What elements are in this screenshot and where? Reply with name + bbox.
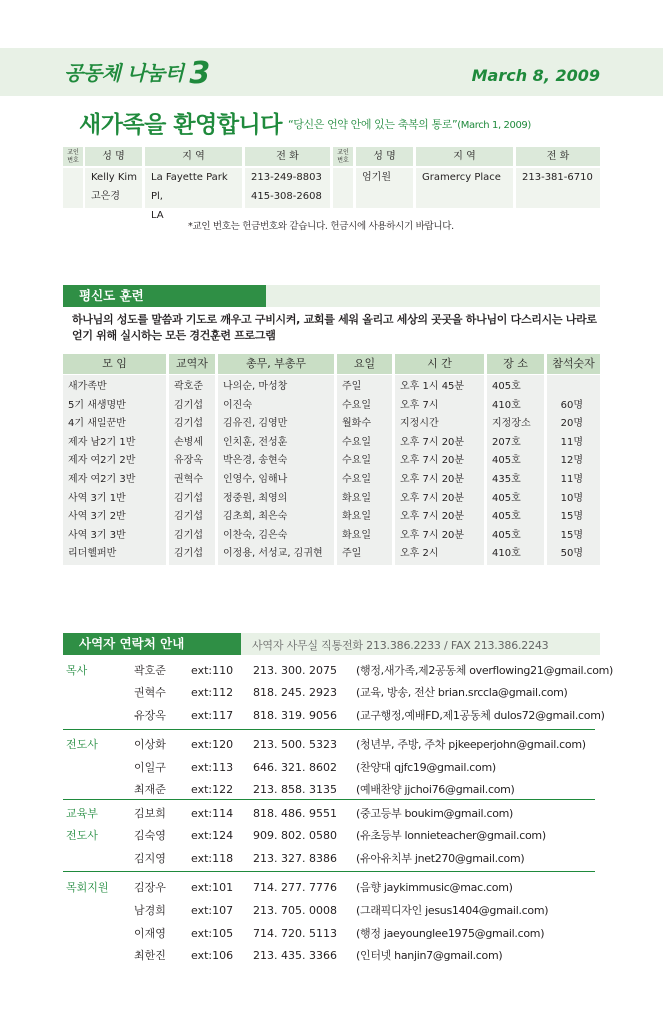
contact-phone: 714. 277. 7776 [253, 881, 337, 894]
contact-phone: 818. 319. 9056 [253, 709, 337, 722]
training-cell-attendance: 20명 [560, 418, 583, 430]
training-cell-attendance: 10명 [560, 492, 583, 504]
training-cell-time: 오후 7시 20분 [400, 492, 465, 504]
training-cell-meeting: 제자 여2기 3반 [68, 474, 136, 485]
contact-phone: 213. 327. 8386 [253, 852, 337, 865]
training-description: 하나님의 성도를 말씀과 기도로 깨우고 구비시켜, 교회를 세워 올리고 세상의 곳곳을 하나님이 다스리시는 나라로 얻기 위해 실시하는 모든 경건훈련 프로그램 [72, 313, 597, 342]
contact-role: 전도사 [66, 829, 98, 842]
contact-ext: ext:122 [191, 783, 234, 796]
training-cell-meeting: 새가족반 [68, 381, 107, 392]
training-cell-time: 지정시간 [400, 418, 439, 430]
training-cell-place: 405호 [492, 381, 521, 392]
contact-ext: ext:105 [191, 927, 234, 940]
training-cell-attendance: 15명 [560, 511, 583, 523]
contact-ext: ext:113 [191, 761, 234, 774]
newcomer-phone: 213-381-6710 [516, 168, 600, 208]
training-header-attendance: 참석숫자 [547, 354, 600, 374]
newcomer-header-phone-2: 전 화 [516, 147, 600, 166]
contact-ext: ext:124 [191, 829, 234, 842]
contact-phone: 213. 300. 2075 [253, 664, 337, 677]
newcomer-region: Gramercy Place [416, 168, 513, 208]
newcomer-name: 엄기원 [356, 168, 413, 208]
contact-ext: ext:106 [191, 949, 234, 962]
training-header-meeting: 모 임 [63, 354, 166, 374]
training-cell-time: 오후 7시 20분 [400, 511, 465, 523]
training-header-minister: 교역자 [169, 354, 215, 374]
newcomer-note: *교인 번호는 헌금번호와 같습니다. 헌금시에 사용하시기 바랍니다. [188, 221, 454, 232]
contact-role: 목사 [66, 664, 88, 677]
newcomer-header-number: 교인 번호 [63, 147, 83, 166]
contact-ext: ext:120 [191, 738, 234, 751]
training-cell-place: 지정장소 [492, 418, 531, 430]
contact-ext: ext:117 [191, 709, 234, 722]
training-cell-staff: 인영수, 임해나 [223, 474, 288, 485]
training-cell-attendance: 11명 [560, 436, 583, 448]
contact-role: 교육부 [66, 807, 98, 820]
training-cell-attendance: 50명 [560, 548, 583, 560]
contact-ext: ext:112 [191, 686, 234, 699]
newcomer-header-number-2: 교인 번호 [333, 147, 353, 166]
contact-phone: 213. 858. 3135 [253, 783, 337, 796]
contact-role: 목회지원 [66, 881, 109, 894]
contact-name: 권혁수 [134, 686, 166, 699]
training-cell-time: 오후 7시 20분 [400, 474, 465, 485]
contact-ext: ext:101 [191, 881, 234, 894]
newcomer-name: Kelly Kim 고은경 [85, 168, 142, 208]
contact-ext: ext:118 [191, 852, 234, 865]
training-cell-time: 오후 7시 20분 [400, 436, 465, 448]
contact-name: 김지영 [134, 852, 166, 865]
training-cell-time: 오후 7시 [400, 399, 439, 411]
training-cell-minister: 김기섭 [174, 492, 203, 504]
newcomer-header-region: 지 역 [145, 147, 242, 166]
contact-group-divider [63, 871, 595, 872]
contact-desc: (예배찬양 jjchoi76@gmail.com) [356, 783, 515, 796]
contact-name: 유장옥 [134, 709, 166, 722]
training-cell-staff: 박은경, 송현숙 [223, 455, 288, 467]
training-cell-staff: 인치훈, 전성훈 [223, 436, 288, 448]
contact-desc: (찬양대 qjfc19@gmail.com) [356, 761, 496, 774]
contact-desc: (유아유치부 jnet270@gmail.com) [356, 852, 525, 865]
contact-desc: (그래픽디자인 jesus1404@gmail.com) [356, 904, 549, 917]
training-title: 평신도 훈련 [63, 285, 266, 307]
training-cell-staff: 김초희, 최은숙 [223, 511, 288, 523]
contact-name: 김장우 [134, 881, 166, 894]
newcomer-cell [333, 168, 353, 208]
contact-name: 이일구 [134, 761, 166, 774]
newcomer-header-name: 성 명 [85, 147, 142, 166]
training-cell-staff: 나의순, 마성창 [223, 381, 288, 392]
training-cell-minister: 김기섭 [174, 399, 203, 411]
training-cell-day: 수요일 [342, 436, 371, 448]
training-header-time: 시 간 [395, 354, 484, 374]
training-cell-meeting: 사역 3기 2반 [68, 511, 126, 523]
contact-name: 김보희 [134, 807, 166, 820]
newcomer-header-phone: 전 화 [245, 147, 330, 166]
contact-desc: (음향 jaykimmusic@mac.com) [356, 881, 513, 894]
contact-name: 최한진 [134, 949, 166, 962]
training-cell-minister: 김기섭 [174, 418, 203, 430]
contact-phone: 818. 245. 2923 [253, 686, 337, 699]
welcome-title: 새가족을 환영합니다 [79, 112, 282, 138]
contact-phone: 818. 486. 9551 [253, 807, 337, 820]
training-cell-day: 주일 [342, 381, 362, 392]
training-cell-staff: 이정용, 서성교, 김귀현 [223, 548, 323, 560]
contact-desc: (교육, 방송, 전산 brian.srccla@gmail.com) [356, 686, 568, 699]
training-cell-place: 405호 [492, 529, 521, 541]
contact-phone: 909. 802. 0580 [253, 829, 337, 842]
newcomer-header-name-2: 성 명 [356, 147, 413, 166]
training-cell-attendance: 60명 [560, 399, 583, 411]
contact-desc: (유초등부 lonnieteacher@gmail.com) [356, 829, 546, 842]
training-cell-place: 207호 [492, 436, 521, 448]
training-cell-staff: 김유진, 김영만 [223, 418, 288, 430]
training-cell-attendance: 12명 [560, 455, 583, 467]
contact-ext: ext:110 [191, 664, 234, 677]
training-cell-day: 수요일 [342, 399, 371, 411]
contact-name: 최재준 [134, 783, 166, 796]
training-cell-meeting: 5기 새생명반 [68, 399, 126, 411]
office-phone: 사역자 사무실 직통전화 213.386.2233 / FAX 213.386.2243 [252, 639, 549, 652]
training-cell-attendance [547, 377, 583, 396]
contact-desc: (교구행정,예배FD,제1공동체 dulos72@gmail.com) [356, 709, 605, 722]
contact-ext: ext:114 [191, 807, 234, 820]
contact-phone: 213. 500. 5323 [253, 738, 337, 751]
training-cell-place: 405호 [492, 455, 521, 467]
training-header-place: 장 소 [487, 354, 544, 374]
contact-name: 곽호준 [134, 664, 166, 677]
training-cell-meeting: 사역 3기 3반 [68, 529, 126, 541]
training-cell-minister: 김기섭 [174, 529, 203, 541]
training-cell-day: 화요일 [342, 529, 371, 541]
contact-ext: ext:107 [191, 904, 234, 917]
training-cell-place: 410호 [492, 548, 521, 560]
training-cell-minister: 유장옥 [174, 455, 203, 467]
section-number: 3 [189, 56, 210, 91]
training-cell-staff: 이진숙 [223, 399, 252, 411]
newcomer-phone: 213-249-8803 415-308-2608 [245, 168, 330, 208]
issue-date: March 8, 2009 [471, 66, 600, 85]
newcomer-header-region-2: 지 역 [416, 147, 513, 166]
training-cell-meeting: 제자 남2기 1반 [68, 436, 136, 448]
contact-desc: (행정 jaeyounglee1975@gmail.com) [356, 927, 545, 940]
contact-desc: (중고등부 boukim@gmail.com) [356, 807, 514, 820]
welcome-subtitle: “당신은 언약 안에 있는 축복의 통로”(March 1, 2009) [288, 118, 531, 131]
training-cell-place: 405호 [492, 511, 521, 523]
training-header-day: 요일 [337, 354, 392, 374]
training-cell-staff: 정중원, 최영의 [223, 492, 288, 504]
training-cell-minister: 권혁수 [174, 474, 203, 485]
training-cell-day: 주일 [342, 548, 362, 560]
contact-phone: 213. 435. 3366 [253, 949, 337, 962]
training-cell-time: 오후 7시 20분 [400, 455, 465, 467]
training-cell-day: 월화수 [342, 418, 371, 430]
contact-phone: 714. 720. 5113 [253, 927, 337, 940]
contact-name: 이상화 [134, 738, 166, 751]
contact-desc: (인터넷 hanjin7@gmail.com) [356, 949, 503, 962]
training-cell-day: 수요일 [342, 455, 371, 467]
training-cell-meeting: 사역 3기 1반 [68, 492, 126, 504]
training-cell-place: 405호 [492, 492, 521, 504]
training-cell-time: 오후 1시 45분 [400, 381, 465, 392]
training-header-staff: 총무, 부총무 [218, 354, 334, 374]
section-title: 공동체 나눔터 3 [64, 56, 210, 91]
training-cell-minister: 손병세 [174, 436, 203, 448]
training-cell-minister: 김기섭 [174, 548, 203, 560]
contact-name: 김숙영 [134, 829, 166, 842]
newcomer-region: La Fayette Park Pl, LA [145, 168, 242, 208]
training-cell-meeting: 리더헬퍼반 [68, 548, 117, 560]
training-cell-place: 435호 [492, 474, 521, 485]
contact-phone: 213. 705. 0008 [253, 904, 337, 917]
contact-phone: 646. 321. 8602 [253, 761, 337, 774]
training-cell-day: 화요일 [342, 492, 371, 504]
newcomer-cell [63, 168, 83, 208]
training-cell-time: 오후 7시 20분 [400, 529, 465, 541]
contact-name: 이재영 [134, 927, 166, 940]
training-cell-day: 화요일 [342, 511, 371, 523]
training-cell-place: 410호 [492, 399, 521, 411]
contact-name: 남경희 [134, 904, 166, 917]
training-cell-staff: 이찬숙, 김은숙 [223, 529, 288, 541]
contact-group-divider [63, 729, 595, 730]
contact-desc: (행정,새가족,제2공동체 overflowing21@gmail.com) [356, 664, 614, 677]
contact-group-divider [63, 799, 595, 800]
training-cell-time: 오후 2시 [400, 548, 439, 560]
training-cell-attendance: 11명 [560, 474, 583, 485]
training-cell-meeting: 제자 여2기 2반 [68, 455, 136, 467]
contacts-title: 사역자 연락처 안내 [63, 633, 241, 655]
contact-role: 전도사 [66, 738, 98, 751]
contact-desc: (청년부, 주방, 주차 pjkeeperjohn@gmail.com) [356, 738, 586, 751]
training-cell-day: 수요일 [342, 474, 371, 485]
training-cell-minister: 김기섭 [174, 511, 203, 523]
training-cell-meeting: 4기 새일꾼반 [68, 418, 126, 430]
welcome-subtitle-date: (March 1, 2009) [457, 120, 531, 131]
training-cell-attendance: 15명 [560, 529, 583, 541]
training-cell-minister: 곽호준 [174, 381, 203, 392]
